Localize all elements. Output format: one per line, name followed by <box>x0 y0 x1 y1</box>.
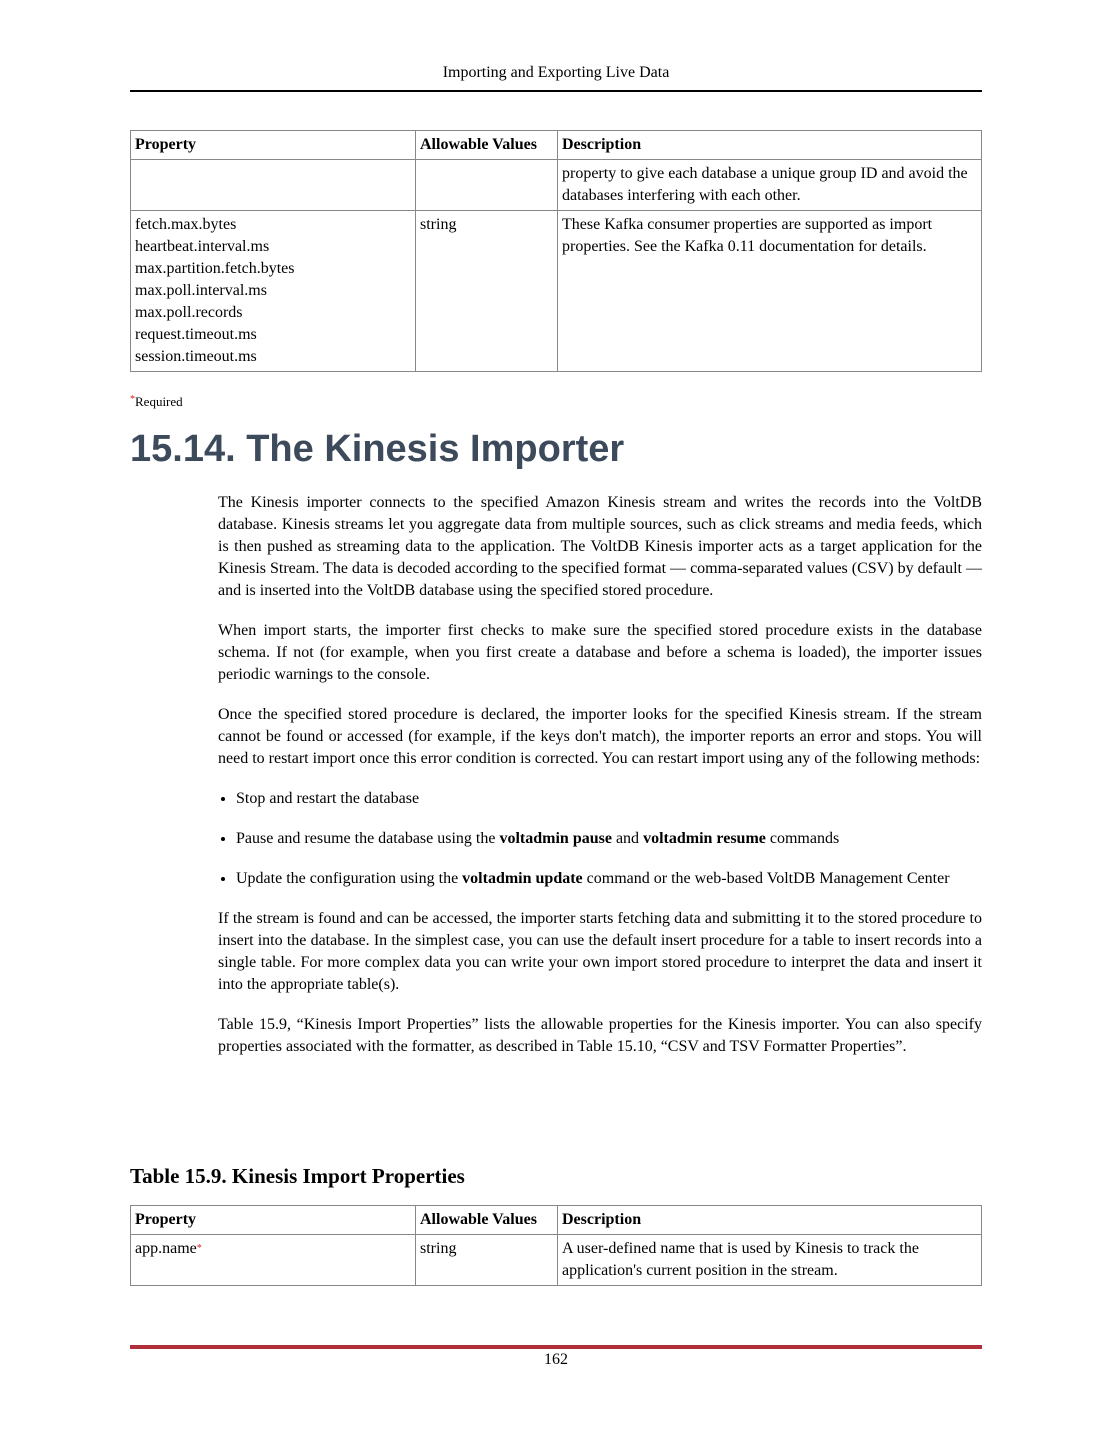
col-header: Property <box>131 131 416 160</box>
required-mark: * <box>130 394 135 405</box>
col-header: Description <box>558 1206 982 1235</box>
restart-methods-list <box>218 788 982 890</box>
property-cell <box>131 1235 416 1286</box>
property-name: app.name <box>135 1240 197 1257</box>
description-cell: These Kafka consumer properties are supported as import properties. See the Kafka 0.11 documentation for details. <box>558 211 982 372</box>
col-header: Property <box>131 1206 416 1235</box>
values-cell: string <box>416 211 558 372</box>
paragraph: Table 15.9, “Kinesis Import Properties” lists the allowable properties for the Kinesis importer. You can also specify properties associated with the formatter, as described in Table 15.10, “CSV and TSV Formatter Properties”. <box>218 1016 982 1055</box>
text: Update the configuration using the <box>236 870 463 887</box>
description-cell: A user-defined name that is used by Kinesis to track the application's current position in the stream. <box>558 1235 982 1286</box>
header-rule <box>130 90 982 92</box>
table-row <box>131 211 982 372</box>
section-body <box>218 492 982 1076</box>
section-title: 15.14. The Kinesis Importer <box>130 428 625 470</box>
command: voltadmin resume <box>643 830 766 847</box>
paragraph: When import starts, the importer first checks to make sure the specified stored procedure exists in the database schema. If not (for example, when you first create a database and before a schema is loaded), the importer issues periodic warnings to the console. <box>218 622 982 683</box>
property-name: max.poll.records <box>135 304 243 321</box>
paragraph: If the stream is found and can be accessed, the importer starts fetching data and submitting it to the stored procedure to insert into the database. In the simplest case, you can use the default insert procedure for a table to insert records into a single table. For more complex data you can write your own import stored procedure to interpret the data and insert it into the appropriate table(s). <box>218 910 982 993</box>
text: command or the web-based VoltDB Management Center <box>582 870 950 887</box>
command: voltadmin update <box>462 870 583 887</box>
property-name: fetch.max.bytes <box>135 216 237 233</box>
running-header: Importing and Exporting Live Data <box>442 64 670 81</box>
kinesis-properties-table <box>130 1205 982 1286</box>
command: voltadmin pause <box>499 830 612 847</box>
table-header-row <box>131 131 982 160</box>
table-row <box>131 160 982 211</box>
continued-properties-table <box>130 130 982 372</box>
values-cell: string <box>416 1235 558 1286</box>
table-title: Table 15.9. Kinesis Import Properties <box>130 1164 465 1188</box>
table-header-row <box>131 1206 982 1235</box>
footer-rule <box>130 1345 982 1349</box>
text: and <box>611 830 644 847</box>
required-mark: * <box>196 1243 202 1254</box>
required-footnote <box>130 394 183 410</box>
page-number: 162 <box>544 1351 568 1368</box>
property-cell <box>131 211 416 372</box>
property-name: request.timeout.ms <box>135 326 257 343</box>
list-item <box>236 868 982 890</box>
col-header: Description <box>558 131 982 160</box>
property-name: max.poll.interval.ms <box>135 282 267 299</box>
col-header: Allowable Values <box>416 1206 558 1235</box>
paragraph: Once the specified stored procedure is declared, the importer looks for the specified Kinesis stream. If the stream cannot be found or accessed (for example, if the keys don't match), the importer reports an error and stops. You will need to restart import once this error condition is corrected. You can restart import using any of the following methods: <box>218 706 982 767</box>
list-item: • Stop and restart the database <box>236 788 982 810</box>
list-item <box>236 828 982 850</box>
property-name: heartbeat.interval.ms <box>135 238 270 255</box>
description-cell: property to give each database a unique group ID and avoid the databases interfering with each other. <box>558 160 982 211</box>
col-header: Allowable Values <box>416 131 558 160</box>
paragraph: The Kinesis importer connects to the specified Amazon Kinesis stream and writes the records into the VoltDB database. Kinesis streams let you aggregate data from multiple sources, such as click streams and media feeds, which is then pushed as streaming data to the application. The VoltDB Kinesis importer acts as a target application for the Kinesis Stream. The data is decoded according to the specified format — comma-separated values (CSV) by default — and is inserted into the VoltDB database using the specified stored procedure. <box>218 494 982 599</box>
table-row <box>131 1235 982 1286</box>
property-cell <box>131 160 416 211</box>
required-note-text: Required <box>135 394 183 409</box>
text: commands <box>765 830 840 847</box>
property-name: max.partition.fetch.bytes <box>135 260 295 277</box>
values-cell <box>416 160 558 211</box>
text: Pause and resume the database using the <box>236 830 500 847</box>
property-name: session.timeout.ms <box>135 348 257 365</box>
